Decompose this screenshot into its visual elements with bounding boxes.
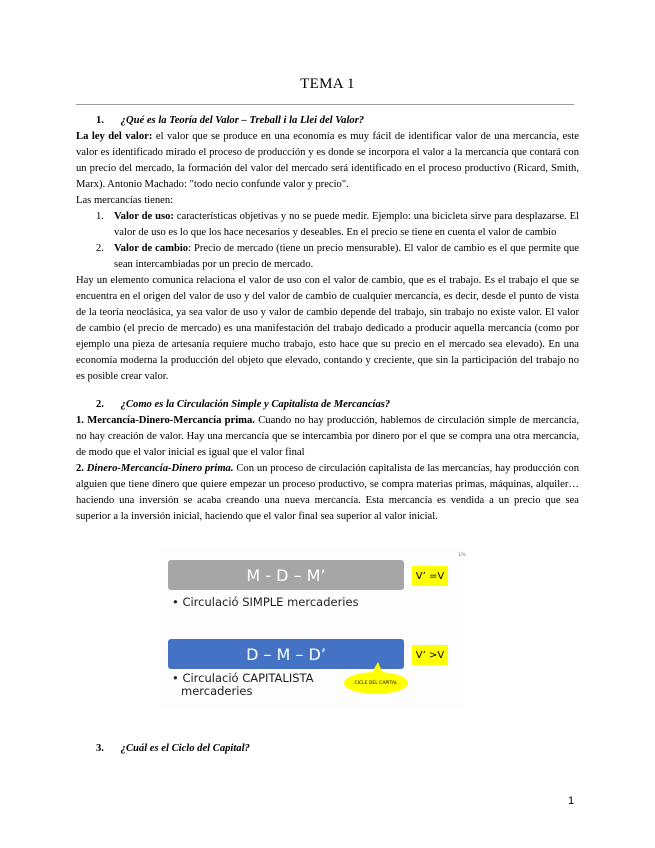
section-heading-3: [76, 743, 250, 754]
simple-circulation-paragraph: [76, 413, 579, 461]
law-text: el valor que se produce en una economía es muy fácil de identificar valor de una mercancía, este valor es identificado mirado el proceso de producción y es donde se incorpora el valor a la mercancía que contará con un precio del mercado, la formación del valor del mercado será identificado en el proceso productivo (Ricard, Smith, Marx). Antonio Machado: "todo necio confunde valor y precio".: [76, 131, 579, 190]
title-divider: [76, 104, 574, 105]
list-term: Valor de cambio: [114, 243, 189, 254]
value-types-list: [76, 209, 579, 273]
section-heading-text: ¿Como es la Circulación Simple y Capitalista de Mercancías?: [120, 399, 391, 410]
simple-caption: • Circulació SIMPLE mercaderies: [172, 595, 359, 609]
list-number: 2.: [96, 243, 104, 254]
simple-circulation-term: 1. Mercancía-Dinero-Mercancía prima.: [76, 415, 255, 426]
capital-cycle-callout: CICLE DEL CAPITAL: [344, 672, 408, 694]
labour-paragraph: Hay un elemento comunica relaciona el valor de uso con el valor de cambio, que es el trabajo. Es el trabajo el que se encuentra en el origen del valor de uso y del valor de cambio de cualquier mercancía, es decir, desde el punto de vista de la teoría neoclásica, ya sea valor de uso y valor de cambio depende del trabajo, sin trabajo no existe valor. El valor de cambio (el precio de mercado) es una manifestación del trabajo dedicado a producir aquella mercancía (como por ejemplo una pieza de artesanía requiere mucho trabajo, esto hace que su precio en el mercado sea elevado). En una economía moderna la producción del objeto que elevado, contando y creciente, que sin la participación del trabajo no es posible crear valor.: [76, 275, 579, 382]
list-item: [76, 241, 579, 273]
section-heading-text: ¿Qué es la Teoría del Valor – Treball i la Llei del Valor?: [120, 115, 365, 126]
capitalist-formula-box: D – M – D’: [168, 639, 404, 669]
list-number: 1.: [96, 211, 104, 222]
capitalist-caption-line2: mercaderies: [181, 684, 253, 698]
capitalist-circulation-term: Dinero-Mercancía-Dinero prima.: [86, 463, 234, 474]
section-number: 3.: [96, 743, 104, 754]
simple-value-tag: V’ =V: [412, 566, 448, 586]
goods-intro: Las mercancías tienen:: [76, 195, 174, 206]
capitalist-circulation-number: 2.: [76, 463, 87, 474]
simple-circulation-text: Cuando no hay producción, hablemos de circulación simple de mercancía, no hay creación de valor. Hay una mercancía que se intercambia por dinero por el que se compra una otra mercancía, de modo que el valor inicial es igual que el valor final: [76, 415, 579, 458]
list-term: Valor de uso:: [114, 211, 174, 222]
section-heading-text: ¿Cuál es el Ciclo del Capital?: [120, 743, 250, 754]
capitalist-value-tag: V’ >V: [412, 645, 448, 665]
capitalist-circulation-text: Con un proceso de circulación capitalista de las mercancías, hay producción con alguien que tiene dinero que quiere empezar un proceso productivo, se compra materias primas, máquinas, alquiler… haciendo una inversión se acaba creando una nueva mercancía. Esta mercancía es vendida a un precio que sea superior a la inversión inicial, haciendo que el valor final sea superior al valor inicial.: [76, 463, 579, 522]
capitalist-caption-line1: • Circulació CAPITALISTA: [172, 671, 314, 685]
section-heading-2: [76, 397, 579, 413]
capitalist-caption: [172, 672, 314, 698]
page-number: 1: [568, 795, 575, 807]
list-item: [76, 209, 579, 241]
spacer: [76, 385, 579, 397]
law-of-value-paragraph: [76, 129, 579, 193]
simple-formula-box: M - D – M’: [168, 560, 404, 590]
section-number: 2.: [96, 399, 104, 410]
circulation-figure: [160, 548, 466, 708]
figure-mark: 1/%: [458, 552, 466, 557]
law-term: La ley del valor:: [76, 131, 153, 142]
capitalist-circulation-paragraph: [76, 461, 579, 525]
list-text: características objetivas y no se puede medir. Ejemplo: una bicicleta sirve para desplazarse. El valor de uso es lo que los hace necesarios y deseables. En el precio se tiene en cuenta el valor de cambio: [114, 211, 579, 238]
document-body: [76, 113, 579, 525]
page-title: TEMA 1: [300, 76, 355, 92]
list-text: : Precio de mercado (tiene un precio mensurable). El valor de cambio es el que permite que sean intercambiadas por un precio de mercado.: [114, 243, 580, 270]
section-number: 1.: [96, 115, 104, 126]
section-heading-1: [76, 113, 579, 129]
